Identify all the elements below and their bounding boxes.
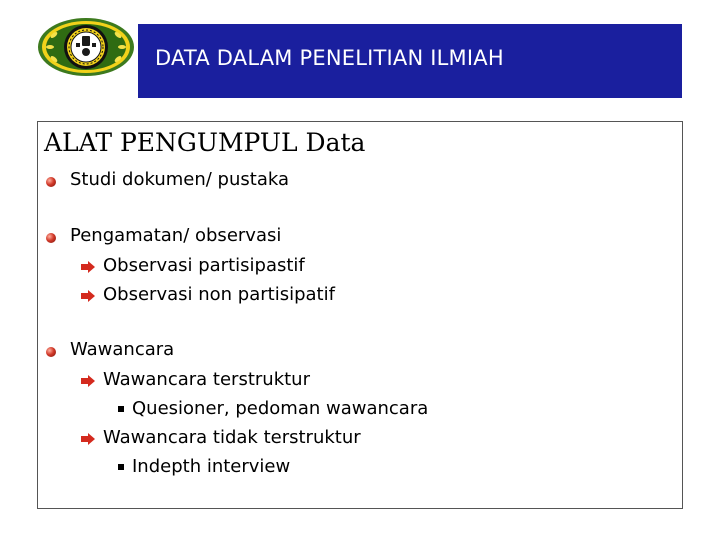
list-item: Wawancara tidak terstruktur xyxy=(103,427,361,448)
university-seal-icon xyxy=(36,16,136,78)
list-item: Wawancara xyxy=(70,339,175,360)
list-item: Studi dokumen/ pustaka xyxy=(70,169,289,190)
list-item: Pengamatan/ observasi xyxy=(70,225,282,246)
red-arrow-bullet-icon xyxy=(81,290,95,302)
list-item: Observasi non partisipatif xyxy=(103,284,335,305)
red-arrow-bullet-icon xyxy=(81,375,95,387)
list-item: Quesioner, pedoman wawancara xyxy=(132,398,429,419)
list-item: Wawancara terstruktur xyxy=(103,369,310,390)
red-arrow-bullet-icon xyxy=(81,261,95,273)
square-bullet-icon xyxy=(118,464,124,470)
red-arrow-bullet-icon xyxy=(81,433,95,445)
slide-heading: ALAT PENGUMPUL Data xyxy=(44,128,366,157)
square-bullet-icon xyxy=(118,406,124,412)
list-item: Indepth interview xyxy=(132,456,291,477)
red-dot-bullet-icon xyxy=(46,347,56,357)
red-dot-bullet-icon xyxy=(46,177,56,187)
page-title: DATA DALAM PENELITIAN ILMIAH xyxy=(155,46,504,70)
red-dot-bullet-icon xyxy=(46,233,56,243)
list-item: Observasi partisipastif xyxy=(103,255,305,276)
